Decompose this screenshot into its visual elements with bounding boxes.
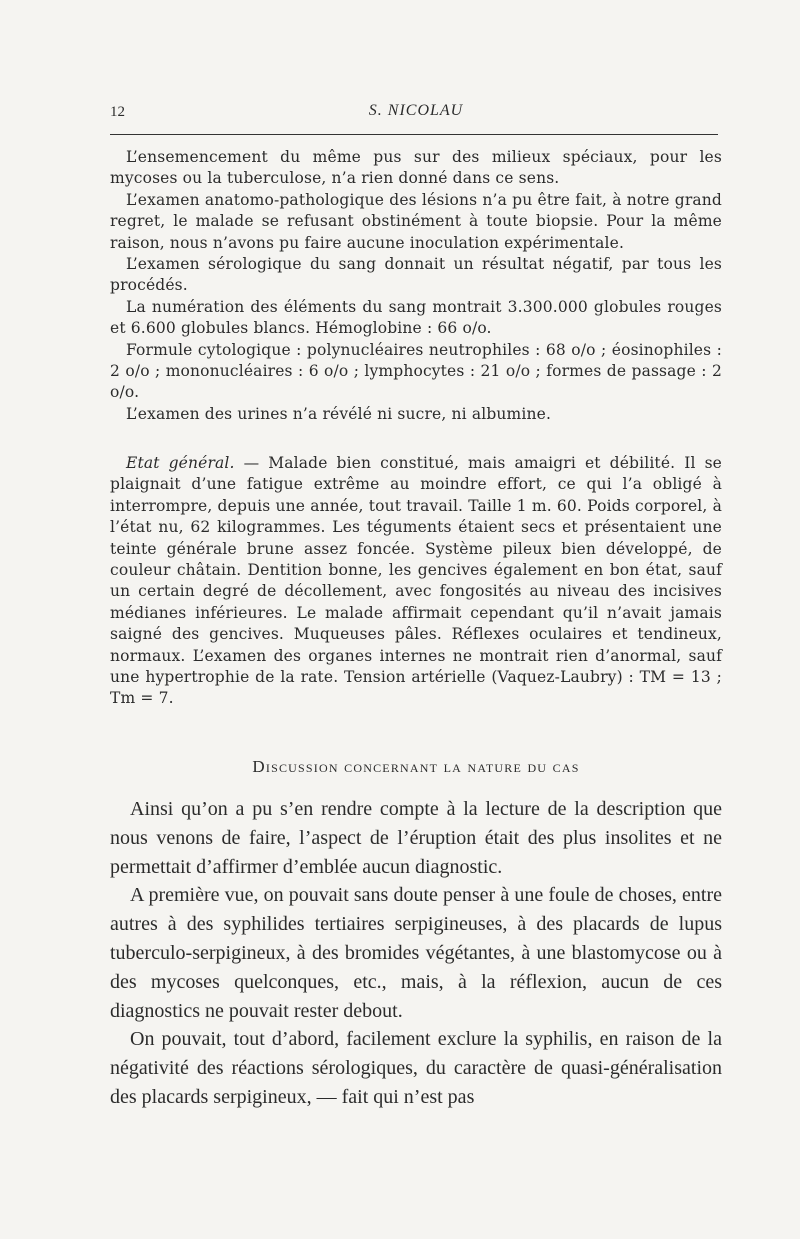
paragraph: L’examen des urines n’a révélé ni sucre, ni albumine. xyxy=(126,404,552,423)
paragraph: Formule cytologique : polynucléaires neutrophiles : 68 o/o ; éosinophiles : 2 o/o ; mononucléaires : 6 o/o ; lymphocytes : 21 o/o ; formes de passage : 2 o/o. xyxy=(110,340,722,402)
paragraph: L’ensemencement du même pus sur des milieux spéciaux, pour les mycoses ou la tuberculose, n’a rien donné dans ce sens. xyxy=(110,148,722,188)
paragraph: L’examen anatomo-pathologique des lésions n’a pu être fait, à notre grand regret, le malade se refusant obstinément à toute biopsie. Pour la même raison, nous n’avons pu faire aucune inoculation expérimentale. xyxy=(110,190,722,252)
running-title: S. NICOLAU xyxy=(368,102,464,119)
section-heading: Discussion concernant la nature du cas xyxy=(252,757,580,776)
paragraph: A première vue, on pouvait sans doute penser à une foule de choses, entre autres à des syphilides tertiaires serpigineuses, à des placards de lupus tuberculo-serpigineux, à des bromides végétantes, à une blastomycose ou à des mycoses quelconques, etc., mais, à la réflexion, aucun de ces diagnostics ne pouvait rester debout. xyxy=(110,884,722,1022)
lab-findings-block xyxy=(110,147,722,425)
paragraph: L’examen sérologique du sang donnait un résultat négatif, par tous les procédés. xyxy=(110,255,722,295)
discussion-block xyxy=(110,795,722,1112)
general-state-paragraph xyxy=(110,453,722,710)
page-header xyxy=(110,100,722,130)
paragraph: Ainsi qu’on a pu s’en rendre compte à la lecture de la description que nous venons de faire, l’aspect de l’éruption était des plus insolites et ne permettait d’affirmer d’emblée aucun diagnostic. xyxy=(110,798,722,878)
paragraph: La numération des éléments du sang montrait 3.300.000 globules rouges et 6.600 globules blancs. Hémoglobine : 66 o/o. xyxy=(110,297,722,338)
paragraph: On pouvait, tout d’abord, facilement exclure la syphilis, en raison de la négativité des réactions sérologiques, du caractère de quasi-généralisation des placards serpigineux, — fait qui n’est pas xyxy=(110,1028,722,1108)
header-rule xyxy=(110,134,718,135)
general-state-block xyxy=(110,453,722,710)
general-state-text: — Malade bien constitué, mais amaigri et débilité. Il se plaignait d’une fatigue extrême au moindre effort, ce qui l’a obligé à interrompre, depuis une année, tout travail. Taille 1 m. 60. Poids corporel, à l’état nu, 62 kilogrammes. Les téguments étaient secs et présentaient une teinte générale brune assez foncée. Système pileux bien développé, de couleur châtain. Dentition bonne, les gencives également en bon état, sauf un certain degré de décollement, avec fongosités au niveau des incisives médianes inférieures. Le malade affirmait cependant qu’il n’avait jamais saigné des gencives. Muqueuses pâles. Réflexes oculaires et tendineux, normaux. L’examen des organes internes ne montrait rien d’anormal, sauf une hypertrophie de la rate. Tension artérielle (Vaquez-Laubry) : TM = 13 ; Tm = 7. xyxy=(110,454,722,708)
page-number: 12 xyxy=(110,104,125,120)
general-state-label: Etat général. xyxy=(126,454,235,472)
